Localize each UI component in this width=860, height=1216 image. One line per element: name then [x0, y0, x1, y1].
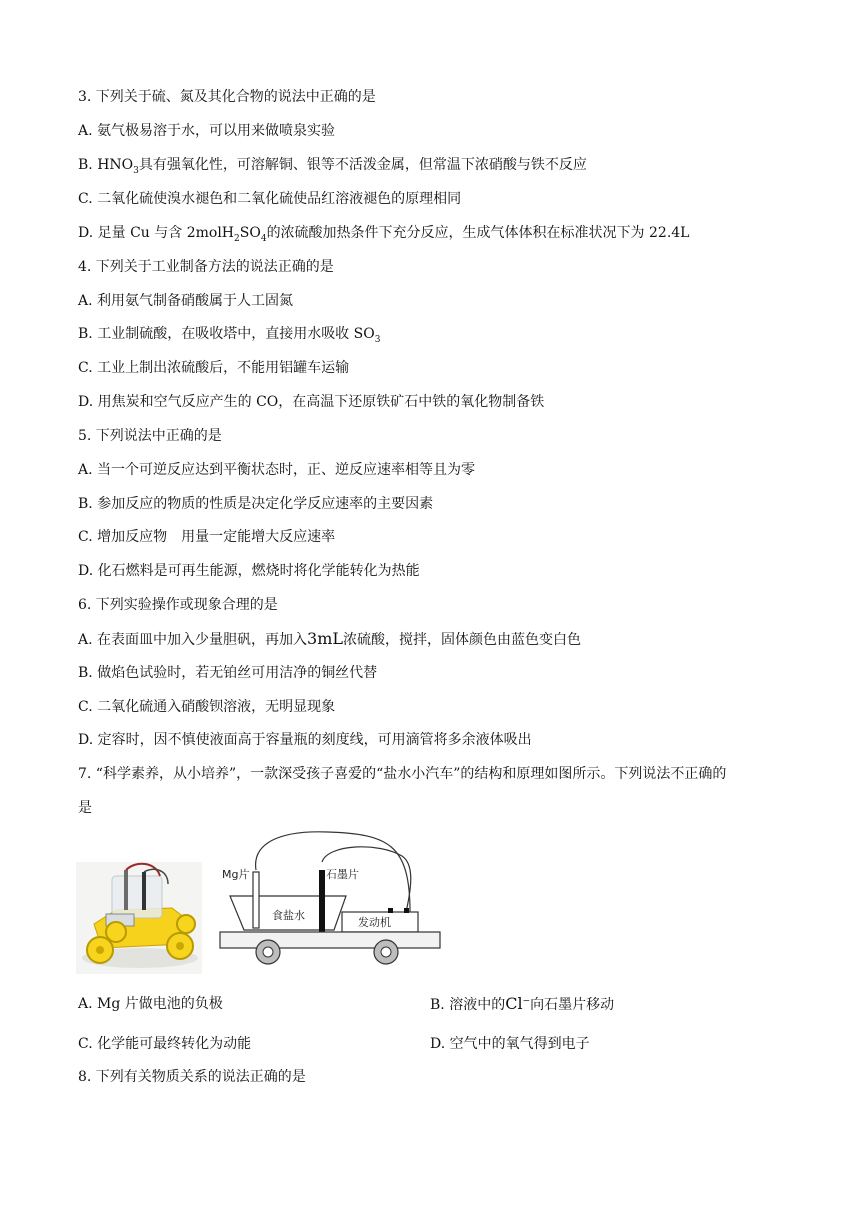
q3-option-b: B. $HNO_3$具有强氧化性，可溶解铜、银等不活泼金属，但常温下浓硝酸与铁不反应: [78, 157, 587, 176]
q8-stem: 8. 下列有关物质关系的说法正确的是: [78, 1069, 306, 1085]
q5-option-c: C. 增加反应物 用量一定能增大反应速率: [78, 529, 336, 545]
q4-option-a: A. 利用氨气制备硝酸属于人工固氮: [78, 293, 294, 309]
q6-option-d: D. 定容时，因不慎使液面高于容量瓶的刻度线，可用滴管将多余液体吸出: [78, 732, 532, 748]
q7-option-b: B. 溶液中的Cl−向石墨片移动: [430, 994, 615, 1013]
q4-stem: 4. 下列关于工业制备方法的说法正确的是: [78, 259, 334, 275]
q3-option-c: C. 二氧化硫使溴水褪色和二氧化硫使品红溶液褪色的原理相同: [78, 191, 462, 207]
graphite-plate: [319, 870, 325, 936]
q3-option-a: A. 氨气极易溶于水，可以用来做喷泉实验: [78, 123, 336, 139]
q3-option-d: D. 足量 Cu 与含 $2molH_2SO_4$的浓硫酸加热条件下充分反应，生成气体体积在标准状况下为 22.4L: [78, 225, 690, 244]
q6-stem: 6. 下列实验操作或现象合理的是: [78, 597, 278, 613]
car-chassis: [220, 932, 440, 948]
q3-stem: 3. 下列关于硫、氮及其化合物的说法中正确的是: [78, 89, 376, 105]
q5-option-a: A. 当一个可逆反应达到平衡状态时，正、逆反应速率相等且为零: [78, 462, 476, 478]
mg-plate: [253, 872, 259, 928]
q7-stem-line1: 7. “科学素养，从小培养”，一款深受孩子喜爱的“盐水小汽车”的结构和原理如图所示。下列说法不正确的: [78, 766, 727, 782]
q7-option-d: D. 空气中的氧气得到电子: [430, 1036, 590, 1052]
q5-stem: 5. 下列说法中正确的是: [78, 428, 222, 444]
q6-option-a: A. 在表面皿中加入少量胆矾，再加入3mL浓硫酸，搅拌，固体颜色由蓝色变白色: [78, 629, 581, 648]
q6-option-c: C. 二氧化硫通入硝酸钡溶液，无明显现象: [78, 699, 336, 715]
q6-option-b: B. 做焰色试验时，若无铂丝可用洁净的铜丝代替: [78, 665, 378, 681]
q4-option-d: D. 用焦炭和空气反应产生的 CO，在高温下还原铁矿石中铁的氧化物制备铁: [78, 394, 545, 410]
graphite-label: 石墨片: [326, 868, 359, 881]
mg-label: Mg片: [222, 868, 250, 881]
q7-stem-line2: 是: [78, 800, 92, 816]
q7-option-c: C. 化学能可最终转化为动能: [78, 1036, 252, 1052]
q4-option-c: C. 工业上制出浓硫酸后，不能用铝罐车运输: [78, 360, 350, 376]
salt-water-car-diagram: [218, 826, 444, 968]
toy-car-photo: [76, 862, 202, 974]
engine-label: 发动机: [358, 916, 391, 929]
q5-option-b: B. 参加反应的物质的性质是决定化学反应速率的主要因素: [78, 496, 434, 512]
q4-option-b: B. 工业制硫酸，在吸收塔中，直接用水吸收 $SO_3$: [78, 326, 381, 345]
saltwater-label: 食盐水: [272, 909, 305, 922]
q7-option-a: A. Mg 片做电池的负极: [78, 996, 223, 1012]
q5-option-d: D. 化石燃料是可再生能源，燃烧时将化学能转化为热能: [78, 563, 420, 579]
